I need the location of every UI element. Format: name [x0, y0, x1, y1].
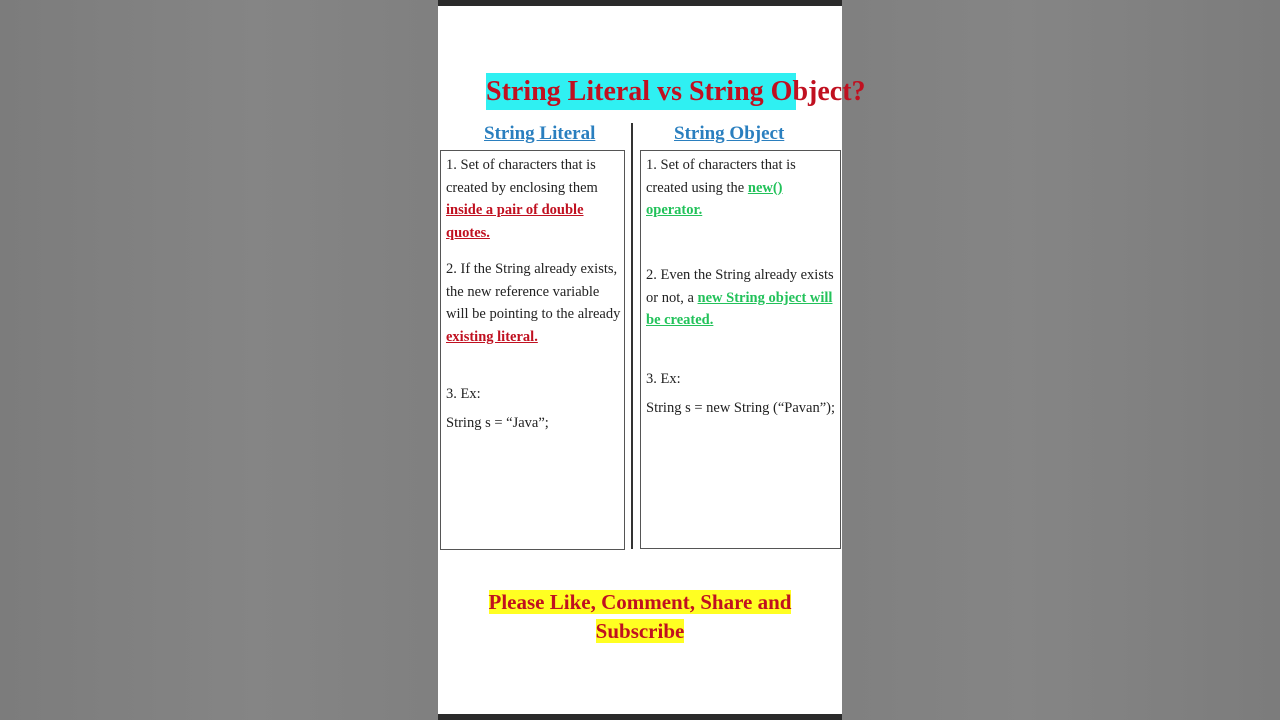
object-point-1-text: 1. Set of characters that is created using the	[646, 157, 796, 196]
cta-line-1: Please Like, Comment, Share and	[488, 590, 792, 614]
object-point-1	[646, 154, 838, 222]
literal-point-1-highlight: inside a pair of double quotes.	[446, 202, 584, 241]
slide-title: String Literal vs String Object?	[486, 73, 796, 110]
object-example-code: String s = new String (“Pavan”);	[646, 400, 835, 416]
literal-example-code: String s = “Java”;	[446, 415, 549, 431]
slide	[438, 6, 866, 714]
string-object-heading: String Object	[674, 123, 785, 144]
object-point-2-text: 2. Even the String already exists or not, a	[646, 267, 834, 306]
bottom-edge-bar	[438, 714, 842, 720]
string-literal-heading: String Literal	[484, 123, 596, 144]
column-divider	[631, 123, 633, 549]
cta-line-2: Subscribe	[595, 619, 685, 643]
literal-point-2	[446, 258, 622, 348]
literal-point-1-text: 1. Set of characters that is created by enclosing them	[446, 157, 598, 196]
subscribe-call-to-action	[438, 588, 842, 646]
object-point-2-highlight: new String object will be created.	[646, 289, 833, 328]
literal-point-2-highlight: existing literal.	[446, 328, 538, 345]
object-point-2	[646, 264, 838, 332]
literal-point-1	[446, 154, 622, 244]
object-point-1-highlight: new() operator.	[646, 179, 783, 218]
literal-point-2-text: 2. If the String already exists, the new reference variable will be pointing to the already	[446, 261, 621, 322]
literal-point-3-label: 3. Ex:	[446, 386, 481, 402]
object-point-3-label: 3. Ex:	[646, 371, 681, 387]
